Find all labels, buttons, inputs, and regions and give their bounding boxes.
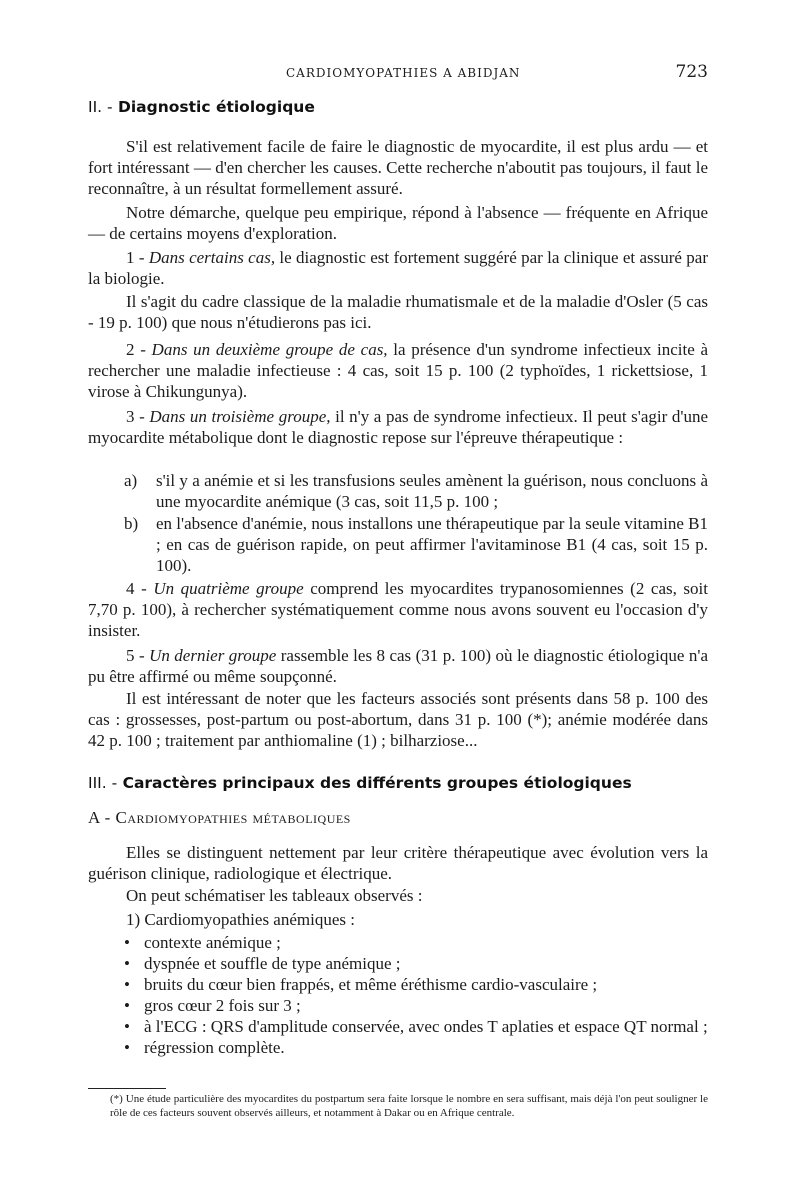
footnote-divider: [88, 1088, 166, 1089]
bullet-text: à l'ECG : QRS d'amplitude conservée, avec ondes T aplaties et espace QT normal ;: [144, 1017, 708, 1036]
section-2-number: II. -: [88, 98, 113, 116]
paragraph: [88, 645, 708, 687]
paragraph-text: [88, 645, 708, 687]
bullet-item: [124, 932, 708, 953]
page-number: 723: [675, 62, 708, 82]
subsection-title: Cardiomyopathies métaboliques: [115, 808, 351, 827]
running-header: [88, 62, 708, 86]
item-text: en l'absence d'anémie, nous installons une thérapeutique par la seule vitamine B1 ; en cas de guérison rapide, on peut affirmer l'avitaminose B1 (4 cas, soit 15 p. 100).: [156, 514, 708, 575]
paragraph-text: 1) Cardiomyopathies anémiques :: [126, 910, 355, 929]
bullet-text: contexte anémique ;: [144, 933, 281, 952]
bullet-icon: •: [124, 975, 130, 994]
footnote-text: (*) Une étude particulière des myocardites du postpartum sera faite lorsque le nombre en sera suffisant, mais déjà l'on peut souligner le rôle de ces facteurs souvent observés ailleurs, et notamment à Dakar ou en Afrique centrale.: [110, 1093, 708, 1119]
item-number: 1 -: [126, 248, 149, 267]
italic-phrase: Un dernier groupe: [149, 646, 277, 665]
italic-phrase: Dans un deuxième groupe de cas,: [151, 340, 388, 359]
section-3-number: III. -: [88, 774, 118, 792]
subsection-heading: [88, 808, 351, 828]
paragraph: [88, 688, 708, 751]
section-3-heading: [88, 774, 708, 792]
paragraph: [88, 842, 708, 884]
item-text: s'il y a anémie et si les transfusions seules amènent la guérison, nous concluons à une myocardite anémique (3 cas, soit 11,5 p. 100 ;: [156, 471, 708, 511]
bullet-item: [124, 1037, 708, 1058]
section-2-title: Diagnostic étiologique: [118, 98, 315, 116]
paragraph-text: [88, 578, 708, 641]
paragraph-text: S'il est relativement facile de faire le diagnostic de myocardite, il est plus ardu — et fort intéressant — d'en chercher les causes. Cette recherche n'aboutit pas toujours, il faut le reconnaître, à un résultat formellement assuré.: [88, 137, 708, 198]
paragraph: [88, 885, 708, 906]
bullet-item: [124, 1016, 708, 1037]
paragraph: [88, 339, 708, 402]
paragraph-text: Il est intéressant de noter que les facteurs associés sont présents dans 58 p. 100 des cas : grossesses, post-partum ou post-abortum, dans 31 p. 100 (*); anémie modérée dans 42 p. 100 ; traitement par anthiomaline (1) ; bilharziose...: [88, 689, 708, 750]
italic-phrase: Un quatrième groupe: [153, 579, 304, 598]
running-title: CARDIOMYOPATHIES A ABIDJAN: [286, 66, 521, 80]
paragraph: [88, 909, 708, 930]
item-number: 5 -: [126, 646, 150, 665]
bullet-icon: •: [124, 1017, 130, 1036]
paragraph-text: Il s'agit du cadre classique de la maladie rhumatismale et de la maladie d'Osler (5 cas - 19 p. 100) que nous n'étudierons pas ici.: [88, 292, 708, 332]
paragraph: [88, 406, 708, 448]
paragraph-text: [88, 406, 708, 448]
bullet-text: régression complète.: [144, 1038, 285, 1057]
paragraph: [88, 136, 708, 199]
paragraph: [88, 247, 708, 289]
bullet-icon: •: [124, 933, 130, 952]
paragraph: [88, 578, 708, 641]
subsection-prefix: A -: [88, 808, 116, 827]
bullet-icon: •: [124, 1038, 130, 1057]
bullet-text: gros cœur 2 fois sur 3 ;: [144, 996, 301, 1015]
italic-phrase: Dans certains cas,: [148, 248, 276, 267]
paragraph-rest: comprend les myocardites trypanosomiennes (2 cas, soit 7,70 p. 100), à rechercher systématiquement comme nous avons souvent eu l'occasion d'y insister.: [88, 579, 708, 640]
paragraph-rest: il n'y a pas de syndrome infectieux. Il peut s'agir d'une myocardite métabolique dont le diagnostic repose sur l'épreuve thérapeutique :: [88, 407, 708, 447]
list-item-b: [124, 513, 708, 576]
list-item-a: [124, 470, 708, 512]
paragraph: [88, 291, 708, 333]
item-number: 2 -: [126, 340, 152, 359]
bullet-icon: •: [124, 954, 130, 973]
bullet-list: [124, 932, 708, 1058]
paragraph-rest: le diagnostic est fortement suggéré par la clinique et assuré par la biologie.: [88, 248, 708, 288]
paragraph: [88, 202, 708, 244]
bullet-item: [124, 974, 708, 995]
paragraph-text: Elles se distinguent nettement par leur critère thérapeutique avec évolution vers la guérison clinique, radiologique et électrique.: [88, 843, 708, 883]
section-3-title: Caractères principaux des différents groupes étiologiques: [122, 774, 632, 792]
paragraph-text: [88, 339, 708, 402]
bullet-text: bruits du cœur bien frappés, et même éréthisme cardio-vasculaire ;: [144, 975, 598, 994]
paragraph-text: [88, 247, 708, 289]
paragraph-rest: rassemble les 8 cas (31 p. 100) où le diagnostic étiologique n'a pu être affirmé ou même soupçonné.: [88, 646, 709, 686]
item-number: 3 -: [126, 407, 150, 426]
footnote: [88, 1092, 708, 1120]
section-2-heading: [88, 98, 708, 116]
bullet-item: [124, 995, 708, 1016]
bullet-item: [124, 953, 708, 974]
paragraph-text: On peut schématiser les tableaux observés :: [126, 886, 423, 905]
paragraph-rest: la présence d'un syndrome infectieux incite à rechercher une maladie infectieuse : 4 cas, soit 15 p. 100 (2 typhoïdes, 1 rickettsiose, 1 virose à Chikungunya).: [88, 340, 708, 401]
item-number: 4 -: [126, 579, 154, 598]
italic-phrase: Dans un troisième groupe,: [149, 407, 331, 426]
bullet-icon: •: [124, 996, 130, 1015]
item-label: b): [124, 514, 139, 533]
paragraph-text: Notre démarche, quelque peu empirique, répond à l'absence — fréquente en Afrique — de certains moyens d'exploration.: [88, 203, 708, 243]
item-label: a): [124, 471, 138, 490]
bullet-text: dyspnée et souffle de type anémique ;: [144, 954, 401, 973]
